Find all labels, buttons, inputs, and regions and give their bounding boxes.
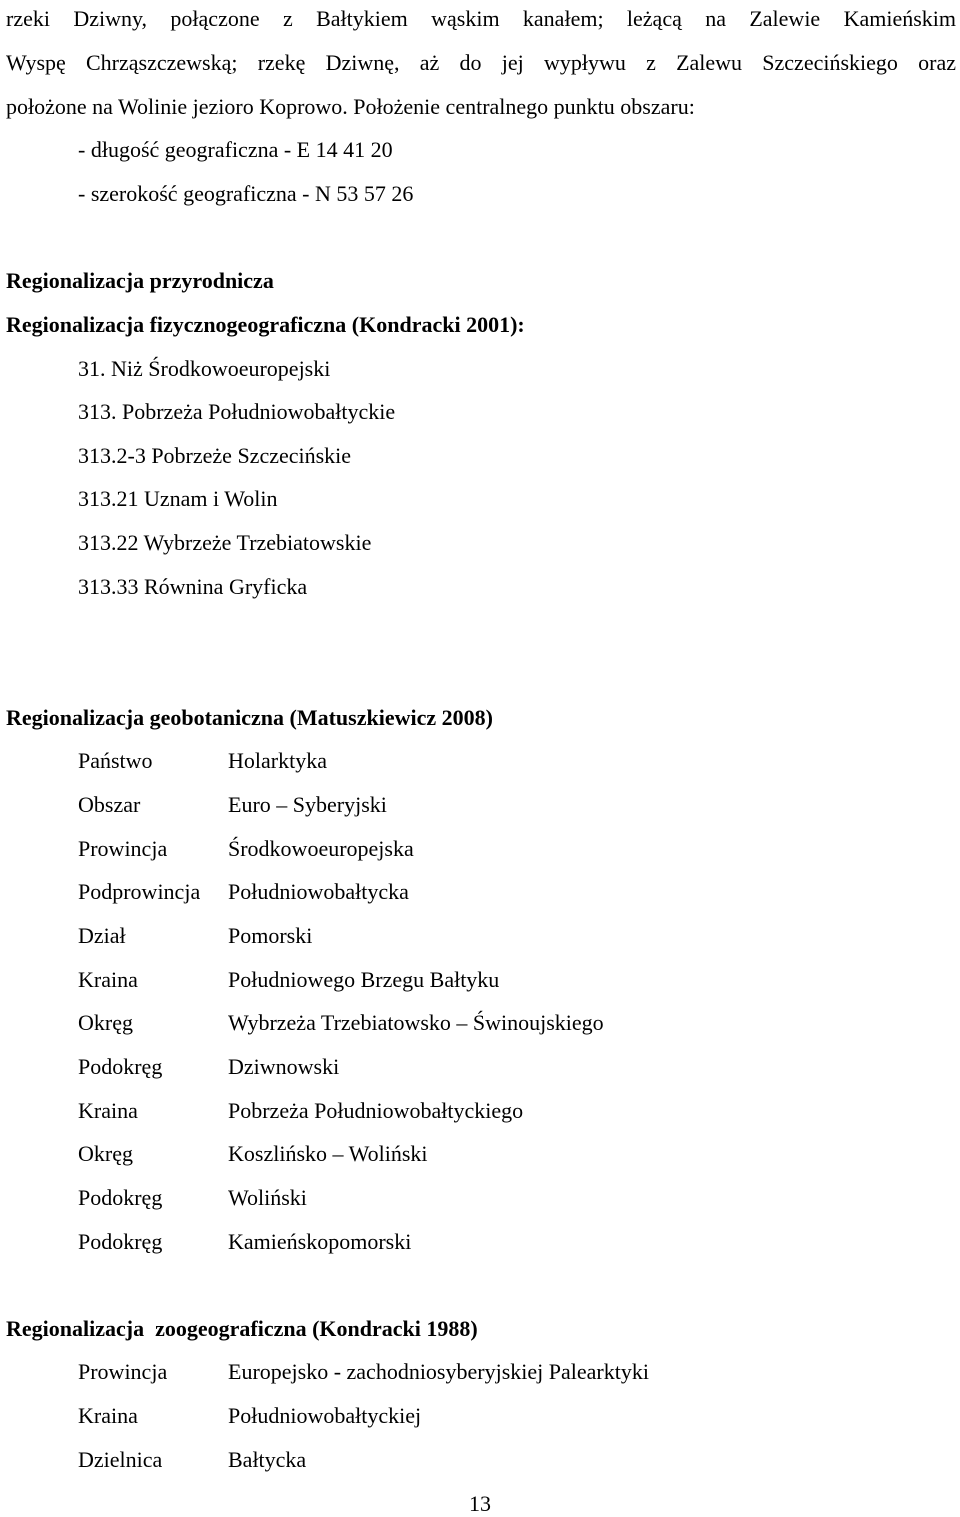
- row-value: Bałtycka: [228, 1447, 307, 1472]
- row-value: Południowobałtycka: [228, 879, 409, 904]
- physio-heading-1: Regionalizacja przyrodnicza: [6, 268, 274, 293]
- geobot-heading: Regionalizacja geobotaniczna (Matuszkiewicz 2008): [6, 705, 493, 730]
- zoo-row: [78, 1447, 306, 1473]
- row-value: Europejsko - zachodniosyberyjskiej Palearktyki: [228, 1359, 649, 1384]
- latitude-line: - szerokość geograficzna - N 53 57 26: [78, 181, 414, 206]
- geobot-row: [78, 1229, 411, 1255]
- row-key: Kraina: [78, 1098, 138, 1123]
- row-key: Prowincja: [78, 836, 168, 861]
- row-value: Holarktyka: [228, 748, 327, 773]
- row-value: Euro – Syberyjski: [228, 792, 387, 817]
- geobot-row: [78, 748, 327, 774]
- geobot-row: [78, 967, 499, 993]
- physio-item: 313.2-3 Pobrzeże Szczecińskie: [78, 443, 352, 468]
- physio-item: 313.22 Wybrzeże Trzebiatowskie: [78, 530, 372, 555]
- physio-heading-2: Regionalizacja fizycznogeograficzna (Kondracki 2001):: [6, 312, 525, 337]
- intro-line-1: rzeki Dziwny, połączone z Bałtykiem wąskim kanałem; leżącą na Zalewie Kamieńskim: [6, 6, 956, 31]
- row-key: Obszar: [78, 792, 141, 817]
- geobot-row: [78, 1054, 339, 1080]
- row-value: Południowobałtyckiej: [228, 1403, 422, 1428]
- row-key: Okręg: [78, 1010, 133, 1035]
- physio-item: 313. Pobrzeża Południowobałtyckie: [78, 399, 396, 424]
- row-key: Dział: [78, 923, 126, 948]
- page-number: 13: [469, 1491, 491, 1516]
- row-value: Południowego Brzegu Bałtyku: [228, 967, 500, 992]
- zoo-heading: Regionalizacja zoogeograficzna (Kondracki 1988): [6, 1316, 478, 1341]
- physio-item: 313.33 Równina Gryficka: [78, 574, 308, 599]
- row-key: Podokręg: [78, 1229, 163, 1254]
- row-value: Wybrzeża Trzebiatowsko – Świnoujskiego: [228, 1010, 604, 1035]
- geobot-row: [78, 836, 414, 862]
- row-value: Woliński: [228, 1185, 307, 1210]
- row-key: Podokręg: [78, 1185, 163, 1210]
- physio-item: 313.21 Uznam i Wolin: [78, 486, 278, 511]
- geobot-row: [78, 879, 409, 905]
- row-value: Kamieńskopomorski: [228, 1229, 412, 1254]
- row-key: Kraina: [78, 967, 138, 992]
- row-value: Pobrzeża Południowobałtyckiego: [228, 1098, 524, 1123]
- row-key: Okręg: [78, 1141, 133, 1166]
- row-key: Państwo: [78, 748, 153, 773]
- geobot-row: [78, 1098, 523, 1124]
- row-key: Kraina: [78, 1403, 138, 1428]
- physio-item: 31. Niż Środkowoeuropejski: [78, 356, 331, 381]
- row-value: Środkowoeuropejska: [228, 836, 414, 861]
- row-value: Pomorski: [228, 923, 313, 948]
- row-key: Dzielnica: [78, 1447, 163, 1472]
- geobot-row: [78, 1010, 604, 1036]
- geobot-row: [78, 1141, 428, 1167]
- geobot-row: [78, 923, 312, 949]
- row-key: Podokręg: [78, 1054, 163, 1079]
- intro-line-2: Wyspę Chrząszczewską; rzekę Dziwnę, aż do jej wypływu z Zalewu Szczecińskiego oraz: [6, 50, 956, 75]
- geobot-row: [78, 792, 387, 818]
- zoo-row: [78, 1359, 649, 1385]
- geobot-row: [78, 1185, 307, 1211]
- row-key: Prowincja: [78, 1359, 168, 1384]
- row-key: Podprowincja: [78, 879, 201, 904]
- longitude-line: - długość geograficzna - E 14 41 20: [78, 137, 393, 162]
- zoo-row: [78, 1403, 421, 1429]
- row-value: Koszlińsko – Woliński: [228, 1141, 428, 1166]
- intro-line-3: położone na Wolinie jezioro Koprowo. Położenie centralnego punktu obszaru:: [6, 94, 695, 119]
- row-value: Dziwnowski: [228, 1054, 340, 1079]
